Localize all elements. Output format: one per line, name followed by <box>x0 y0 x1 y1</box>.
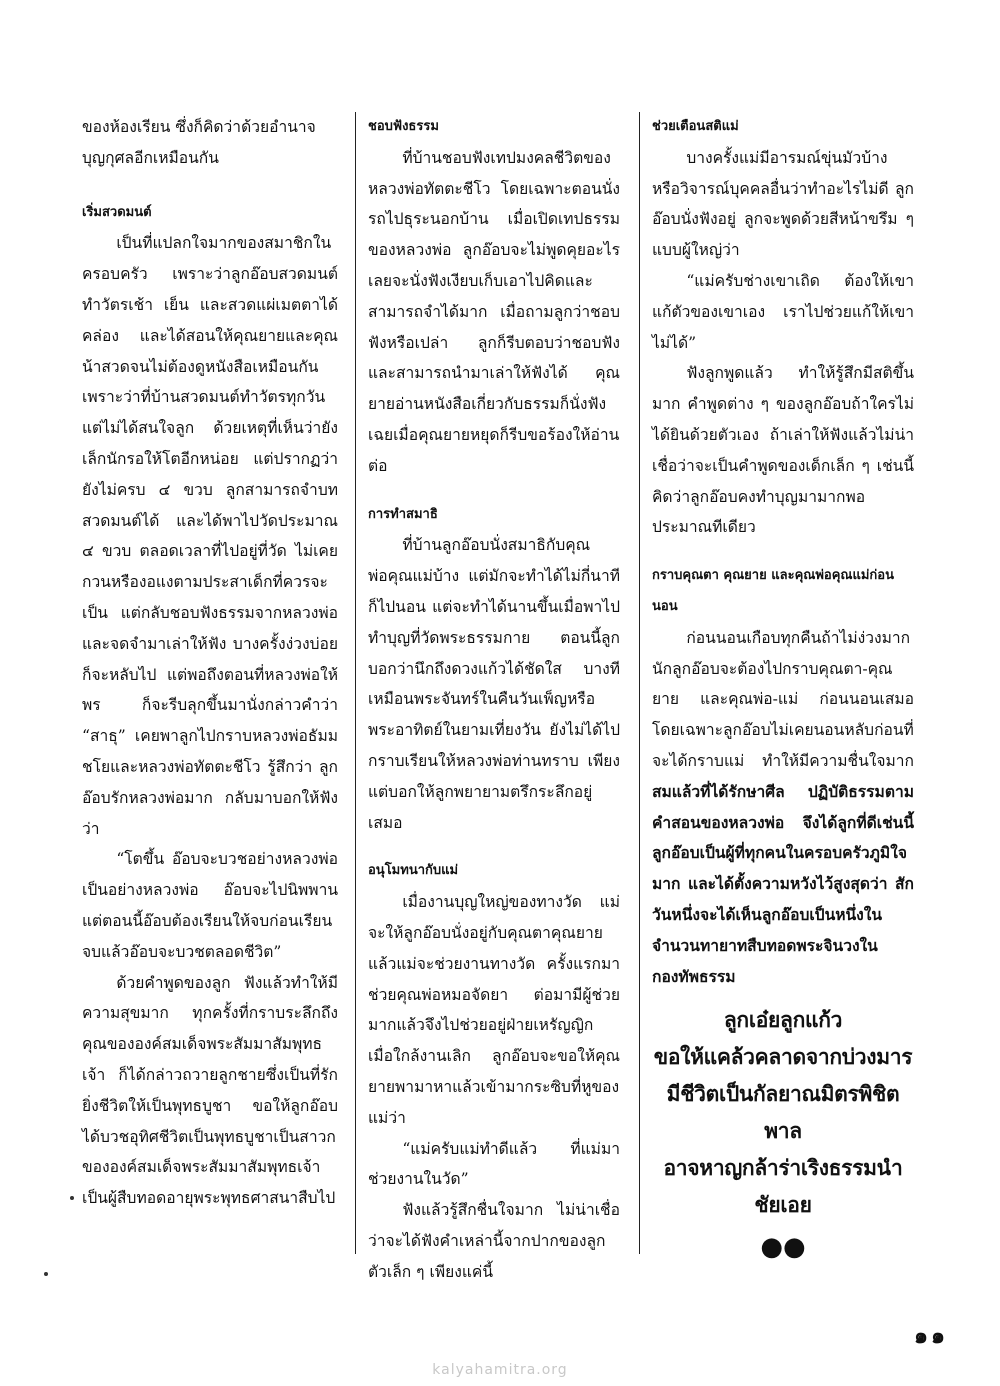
speck-mark <box>44 1272 48 1276</box>
column-divider-2 <box>639 112 640 1254</box>
blessing-line-3: มีชีวิตเป็นกัลยาณมิตรพิชิตพาล <box>666 1082 900 1144</box>
section-heading-mindful: ช่วยเตือนสติแม่ <box>652 119 739 134</box>
paragraph-chanting: เป็นที่แปลกใจมากของสมาชิกในครอบครัว เพราะว่าลูกอ๊อบสวดมนต์ทำวัตรเช้า เย็น และสวดแผ่เมตตาได้คล่อง และได้สอนให้คุณยายและคุณน้าสวดจนไม่ต้องดูหนังสือเหมือนกัน เพราะว่าที่บ้านสวดมนต์ทำวัตรทุกวัน แต่ไม่ได้สนใจลูก ด้วยเหตุที่เห็นว่ายังเล็กนักรอให้โตอีกหน่อย แต่ปรากฏว่ายังไม่ครบ ๔ ขวบ ลูกสามารถจำบทสวดมนต์ได้ และได้พาไปวัดประมาณ ๔ ขวบ ตลอดเวลาที่ไปอยู่ที่วัด ไม่เคยกวนหรืองอแงตามประสาเด็กที่ควรจะเป็น แต่กลับชอบฟังธรรมจากหลวงพ่อและจดจำมาเล่าให้ฟัง บางครั้งง่วงบ่อยก็จะหลับไป แต่พอถึงตอนที่หลวงพ่อให้พร ก็จะรีบลุกขึ้นมานั่งกล่าวคำว่า “สาธุ” เคยพาลูกไปกราบหลวงพ่อธัมมชโยและหลวงพ่อทัตตะชีโว รู้สึกว่า ลูกอ๊อบรักหลวงพ่อมาก กลับมาบอกให้ฟังว่า <box>82 234 338 838</box>
paragraph-dhamma: ที่บ้านชอบฟังเทปมงคลชีวิตของหลวงพ่อทัตตะชีโว โดยเฉพาะตอนนั่งรถไปธุระนอกบ้าน เมื่อเปิดเทปธรรมของหลวงพ่อ ลูกอ๊อบจะไม่พูดคุยอะไรเลยจะนั่งฟังเงียบเก็บเอาไปคิดและสามารถจำได้มาก เมื่อถามลูกว่าชอบฟังหรือเปล่า ลูกก็รีบตอบว่าชอบฟังและสามารถนำมาเล่าให้ฟังได้ คุณยายอ่านหนังสือเกี่ยวกับธรรมก็นั่งฟังเฉยเมื่อคุณยายหยุดก็รีบขอร้องให้อ่านต่อ <box>368 148 620 475</box>
section-heading-dhamma: ชอบฟังธรรม <box>368 119 439 134</box>
paragraph-meditation: ที่บ้านลูกอ๊อบนั่งสมาธิกับคุณพ่อคุณแม่บ้าง แต่มักจะทำได้ไม่กี่นาทีก็ไปนอน แต่จะทำได้นานขึ้นเมื่อพาไปทำบุญที่วัดพระธรรมกาย ตอนนี้ลูกบอกว่านึกถึงดวงแก้วได้ชัดใส บางทีเหมือนพระจันทร์ในคืนวันเพ็ญหรือพระอาทิตย์ในยามเที่ยงวัน ยังไม่ได้ไปกราบเรียนให้หลวงพ่อท่านทราบ เพียงแต่บอกให้ลูกพยายามตรึกระลึกอยู่เสมอ <box>368 536 620 832</box>
blessing-verse <box>652 1002 914 1224</box>
paragraph-reflection: ฟังลูกพูดแล้ว ทำให้รู้สึกมีสติขึ้นมาก คำพูดต่าง ๆ ของลูกอ๊อบถ้าใครไม่ได้ยินด้วยตัวเอง ถ้าเล่าให้ฟังแล้วไม่น่าเชื่อว่าจะเป็นคำพูดของเด็กเล็ก ๆ เช่นนี้ คิดว่าลูกอ๊อบคงทำบุญมามากพอประมาณทีเดียว <box>652 364 914 537</box>
blessing-line-2: ขอให้แคล้วคลาดจากบ่วงมาร <box>653 1045 913 1070</box>
paragraph-mindful: บางครั้งแม่มีอารมณ์ขุ่นมัวบ้างหรือวิจารณ์บุคคลอื่นว่าทำอะไรไม่ดี ลูกอ๊อบนั่งฟังอยู่ ลูกจะพูดด้วยสีหน้าขรึม ๆ แบบผู้ใหญ่ว่า <box>652 148 914 260</box>
speck-mark <box>70 1196 74 1200</box>
paragraph-joy: ฟังแล้วรู้สึกชื่นใจมาก ไม่น่าเชื่อว่าจะได้ฟังคำเหล่านี้จากปากของลูกตัวเล็ก ๆ เพียงแค่นี้ <box>368 1201 620 1281</box>
blessing-line-1: ลูกเอ๋ยลูกแก้ว <box>723 1008 843 1033</box>
paragraph-dedication: ด้วยคำพูดของลูก ฟังแล้วทำให้มีความสุขมาก ทุกครั้งที่กราบระลึกถึงคุณขององค์สมเด็จพระสัมมาสัมพุทธเจ้า ก็ได้กล่าวถวายลูกชายซึ่งเป็นที่รักยิ่งชีวิตให้เป็นพุทธบูชา ขอให้ลูกอ๊อบได้บวชอุทิศชีวิตเป็นพุทธบูชาเป็นสาวกขององค์สมเด็จพระสัมมาสัมพุทธเจ้า เป็นผู้สืบทอดอายุพระพุทธศาสนาสืบไป <box>82 973 338 1208</box>
section-heading-rejoice: อนุโมทนากับแม่ <box>368 863 459 879</box>
column-right <box>652 112 914 1264</box>
quote-ordination: “โตขึ้น อ๊อบจะบวชอย่างหลวงพ่อเป็นอย่างหลวงพ่อ อ๊อบจะไปนิพพานแต่ตอนนี้อ๊อบต้องเรียนให้จบก่อนเรียนจบแล้วอ๊อบจะบวชตลอดชีวิต” <box>82 850 338 961</box>
column-middle <box>368 112 620 1287</box>
end-dots: ●● <box>760 1232 806 1263</box>
intro-line-1: ของห้องเรียน ซึ่งก็คิดว่าด้วยอำนาจ <box>82 118 316 136</box>
blessing-line-4: อาจหาญกล้าร่าเริงธรรมนำชัยเอย <box>663 1156 903 1218</box>
page-number: ๑๑ <box>914 1323 948 1349</box>
column-left <box>82 112 338 1214</box>
intro-line-2: บุญกุศลอีกเหมือนกัน <box>82 148 219 167</box>
quote-mother: “แม่ครับแม่ทำดีแล้ว ที่แม่มาช่วยงานในวัด” <box>368 1139 620 1189</box>
footer-watermark: kalyahamitra.org <box>432 1362 568 1378</box>
section-heading-bowing: กราบคุณตา คุณยาย และคุณพ่อคุณแม่ก่อนนอน <box>652 568 894 614</box>
section-heading-meditation: การทำสมาธิ <box>368 506 438 522</box>
column-divider-1 <box>355 112 356 1254</box>
paragraph-bowing-text: ก่อนนอนเกือบทุกคืนถ้าไม่ง่วงมากนักลูกอ๊อบจะต้องไปกราบคุณตา-คุณยาย และคุณพ่อ-แม่ ก่อนนอนเสมอ โดยเฉพาะลูกอ๊อบไม่เคยนอนหลับก่อนที่จะได้กราบแม่ ทำให้มีความชื่นใจมาก <box>652 628 914 770</box>
paragraph-bowing <box>652 623 914 993</box>
quote-let-go: “แม่ครับช่างเขาเถิด ต้องให้เขาแก้ตัวของเขาเอง เราไปช่วยแก้ให้เขาไม่ได้” <box>652 271 914 352</box>
section-heading-chanting: เริ่มสวดมนต์ <box>82 204 152 220</box>
paragraph-bowing-bold: สมแล้วที่ได้รักษาศีล ปฏิบัติธรรมตามคำสอนของหลวงพ่อ จึงได้ลูกที่ดีเช่นนี้ ลูกอ๊อบเป็นผู้ที่ทุกคนในครอบครัวภูมิใจมาก และได้ตั้งความหวังไว้สูงสุดว่า สักวันหนึ่งจะได้เห็นลูกอ๊อบเป็นหนึ่งในจำนวนทายาทสืบทอดพระจินวงในกองทัพธรรม <box>652 781 914 986</box>
paragraph-rejoice: เมื่องานบุญใหญ่ของทางวัด แม่จะให้ลูกอ๊อบนั่งอยู่กับคุณตาคุณยายแล้วแม่จะช่วยงานทางวัด ครั้งแรกมาช่วยคุณพ่อหมอจัดยา ต่อมามีผู้ช่วยมากแล้วจึงไปช่วยอยู่ฝ่ายเหรัญญิก เมื่อใกล้งานเลิก ลูกอ๊อบจะขอให้คุณยายพามาหาแล้วเข้ามากระซิบที่หูของแม่ว่า <box>368 893 620 1127</box>
